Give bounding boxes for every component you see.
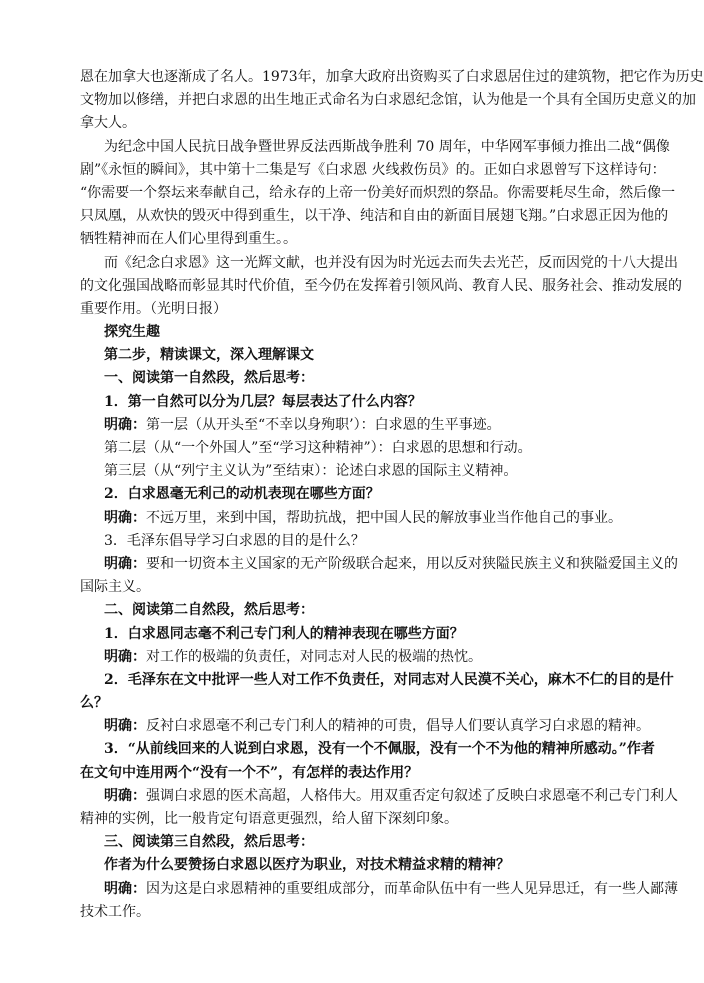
section3-title: 三、阅读第三自然段，然后思考： [104, 834, 314, 851]
section2-question1: 1．白求恩同志毫不利己专门利人的精神表现在哪些方面？ [104, 625, 464, 642]
heading-explore: 探究生趣 [104, 324, 160, 341]
section2-question3: 3．“从前线回来的人说到白求恩，没有一个不佩服，没有一个不为他的精神所感动。”作者 [104, 741, 655, 758]
text-line: 牺牲精神而在人们心里得到重生。。 [80, 231, 297, 248]
text-line: “你需要一个祭坛来奉献自己，给永存的上帝一份美好而炽烈的祭品。你需要耗尽生命，然后像一 [80, 184, 676, 201]
section2-question2: 2．毛泽东在文中批评一些人对工作不负责任，对同志对人民漠不关心，麻木不仁的目的是什 [104, 671, 674, 688]
answer-text: 反衬白求恩毫不利己专门利人的精神的可贵，倡导人们要认真学习白求恩的精神。 [146, 718, 650, 735]
text-line: 而《纪念白求恩》这一光辉文献，也并没有因为时光远去而失去光芒，反而因党的十八大提出 [104, 254, 678, 271]
section2-answer1 [80, 646, 632, 669]
section2-question3-cont: 在文句中连用两个“没有一个不”，有怎样的表达作用？ [80, 764, 419, 781]
section1-answer3-cont: 国际主义。 [80, 579, 150, 596]
text-line: 剧”《永恒的瞬间》，其中第十二集是写《白求恩 火线救伤员》的。正如白求恩曾写下这样诗句： [80, 161, 666, 178]
section2-answer3 [80, 785, 678, 808]
section2-answer2 [80, 715, 650, 738]
answer-label: 明确： [104, 718, 146, 735]
text-line: 拿大人。 [80, 115, 136, 132]
answer-label: 明确： [104, 880, 146, 897]
answer-label: 明确： [104, 416, 146, 433]
text-line: 为纪念中国人民抗日战争暨世界反法西斯战争胜利 70 周年，中华网军事倾力推出二战“偶像 [104, 138, 670, 155]
answer-text: 因为这是白求恩精神的重要组成部分，而革命队伍中有一些人见异思迁，有一些人鄙薄 [146, 880, 678, 897]
section1-question2: 2．白求恩毫无利己的动机表现在哪些方面？ [104, 486, 380, 503]
text-line: 恩在加拿大也逐渐成了名人。1973年，加拿大政府出资购买了白求恩居住过的建筑物，把它作为历史 [80, 69, 704, 85]
answer-text: 第一层（从开头至“不幸以身殉职’）：白求恩的生平事迹。 [146, 416, 501, 433]
section1-answer1-layer3: 第三层（从“列宁主义认为”至结束）：论述白求恩的国际主义精神。 [104, 463, 518, 480]
text-line: 的文化强国战略而彰显其时代价值，至今仍在发挥着引领风尚、教育人民、服务社会、推动发展的 [80, 277, 682, 294]
answer-label: 明确： [104, 555, 146, 572]
text-line: 文物加以修缮，并把白求恩的出生地正式命名为白求恩纪念馆，认为他是一个具有全国历史意义的加 [80, 92, 696, 109]
answer-text: 对工作的极端的负责任，对同志对人民的极端的热忱。 [146, 648, 482, 665]
answer-label: 明确： [104, 648, 146, 665]
text-line: 只凤凰，从欢快的毁灭中得到重生，以干净、纯洁和自由的新面目展翅飞翔。”白求恩正因为他的 [80, 208, 669, 225]
paragraph-2 [80, 136, 676, 252]
paragraph-1 [80, 66, 704, 136]
text-line: 重要作用。（光明日报） [80, 300, 227, 317]
section1-answer1-layer2: 第二层（从“一个外国人”至“学习这种精神”）：白求恩的思想和行动。 [104, 440, 532, 456]
section3-question1: 作者为什么要赞扬白求恩以医疗为职业，对技术精益求精的精神？ [104, 857, 510, 874]
answer-text: 不远万里，来到中国，帮助抗战，把中国人民的解放事业当作他自己的事业。 [146, 509, 622, 526]
section1-question1: 1．第一自然可以分为几层？每层表达了什么内容？ [104, 393, 422, 410]
section1-answer3 [80, 553, 678, 576]
section2-question2-cont: 么？ [80, 695, 108, 712]
answer-text: 强调白求恩的医术高超，人格伟大。用双重否定句叙述了反映白求恩毫不利己专门利人 [146, 787, 678, 804]
section1-answer1 [80, 414, 632, 437]
section2-title: 二、阅读第二自然段，然后思考： [104, 602, 314, 619]
answer-label: 明确： [104, 787, 146, 804]
section3-answer1-cont: 技术工作。 [80, 903, 150, 920]
section1-answer2 [80, 507, 632, 530]
heading-step2: 第二步，精读课文，深入理解课文 [104, 347, 314, 364]
document-page [80, 66, 704, 924]
answer-text: 要和一切资本主义国家的无产阶级联合起来，用以反对狭隘民族主义和狭隘爱国主义的 [146, 555, 678, 572]
paragraph-3 [80, 252, 682, 322]
answer-label: 明确： [104, 509, 146, 526]
section1-title: 一、阅读第一自然段，然后思考： [104, 370, 314, 387]
section2-answer3-cont: 精神的实例，比一般肯定句语意更强烈，给人留下深刻印象。 [80, 811, 458, 827]
section3-answer1 [80, 878, 678, 901]
section1-question3: 3．毛泽东倡导学习白求恩的目的是什么？ [104, 532, 365, 549]
